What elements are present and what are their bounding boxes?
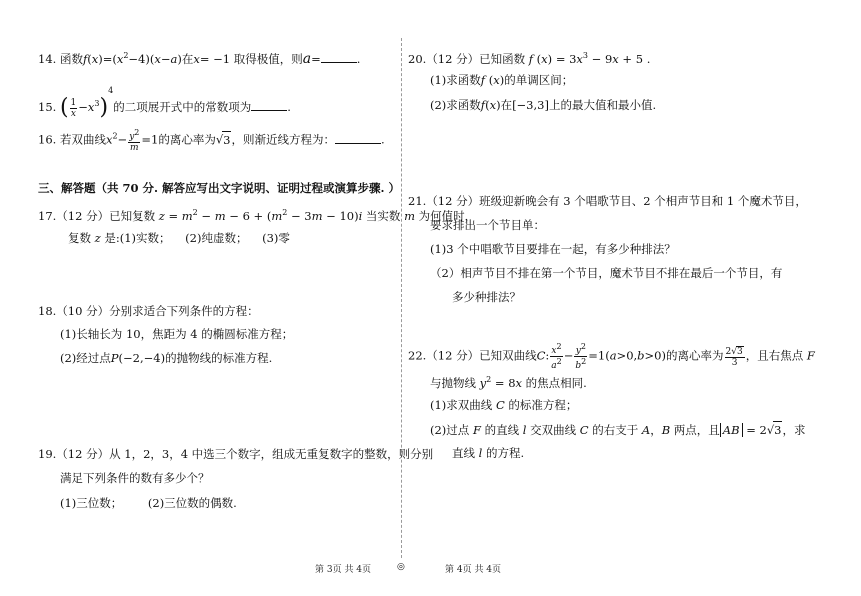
section-heading: 三、解答题（共 70 分. 解答应写出文字说明、证明过程或演算步骤. ） [38,181,401,195]
question-19-line2: 满足下列条件的数有多少个？ [60,471,210,485]
binding-circle-icon: ◎ [397,562,405,572]
answer-blank[interactable] [321,52,357,63]
question-22-part2: (2)过点 F 的直线 l 交双曲线 C 的右支于 A，B 两点，且 AB = 2√3，求 [430,423,806,437]
question-19: 19.（12 分）从 1，2，3，4 中选三个数字，组成无重复数字的整数，则分别 [38,447,434,461]
question-19-parts: (1)三位数； (2)三位数的偶数. [60,496,237,510]
question-22-part1: (1)求双曲线 C 的标准方程； [430,398,578,412]
answer-blank[interactable] [335,133,381,144]
question-22-line2: 与抛物线 $y^2 = 8x$ 的焦点相同. [430,375,587,390]
question-21-line2: 要求排出一个节目单： [430,218,545,232]
column-divider [401,38,402,558]
question-17-parts: 复数 z 是:(1)实数； (2)纯虚数； (3)零 [68,231,290,245]
question-18: 18.（10 分）分别求适合下列条件的方程： [38,304,259,318]
question-17: 17.（12 分）已知复数 $z = m^2 - m - 6 + (m^2 - 3m - 10)i$ 当实数 m 为何值时， [38,208,477,223]
question-16: 16. 若双曲线$x^2-$ $\frac{y2}{m}$ =1的离心率为√3，则渐近线方程为： . [38,128,385,153]
question-21-part1: (1)3 个中唱歌节目要排在一起，有多少种排法？ [430,242,676,256]
question-14: 14. 函数$f(x)=(x^2-4)(x-a)$在x= −1 取得极值，则a= . [38,50,361,67]
question-21-part2-cont: 多少种排法？ [452,290,521,304]
question-21-part2: （2）相声节目不排在第一个节目，魔术节目不排在最后一个节目，有 [430,266,783,280]
question-21: 21.（12 分）班级迎新晚会有 3 个唱歌节目、2 个相声节目和 1 个魔术节目， [408,194,807,208]
question-18-part2: (2)经过点P(−2,−4)的抛物线的标准方程. [60,351,273,365]
question-20: 20.（12 分）已知函数 f $(x) = 3x^3 - 9x + 5$ . [408,51,651,66]
question-22: 22.（12 分）已知双曲线C: $\frac{x2}{a2}$ − $\frac{y2}{b2}$ =1(a>0,b>0)的离心率为 $\frac{2√3}{3}$ ，且右焦点 F [408,342,815,371]
question-20-part1: (1)求函数f (x)的单调区间； [430,73,574,87]
question-15: 15. ( $\frac{1}{x}$ $-x^3)^4$的二项展开式中的常数项为 . [38,86,291,120]
question-20-part2: (2)求函数f(x)在[−3,3]上的最大值和最小值. [430,98,657,112]
page-footer-left: 第 3页 共 4页 [315,565,372,575]
answer-blank[interactable] [251,100,287,111]
question-18-part1: (1)长轴长为 10，焦距为 4 的椭圆标准方程； [60,327,294,341]
page-footer-right: 第 4页 共 4页 [445,565,502,575]
question-22-part2-cont: 直线 l 的方程. [452,446,525,460]
